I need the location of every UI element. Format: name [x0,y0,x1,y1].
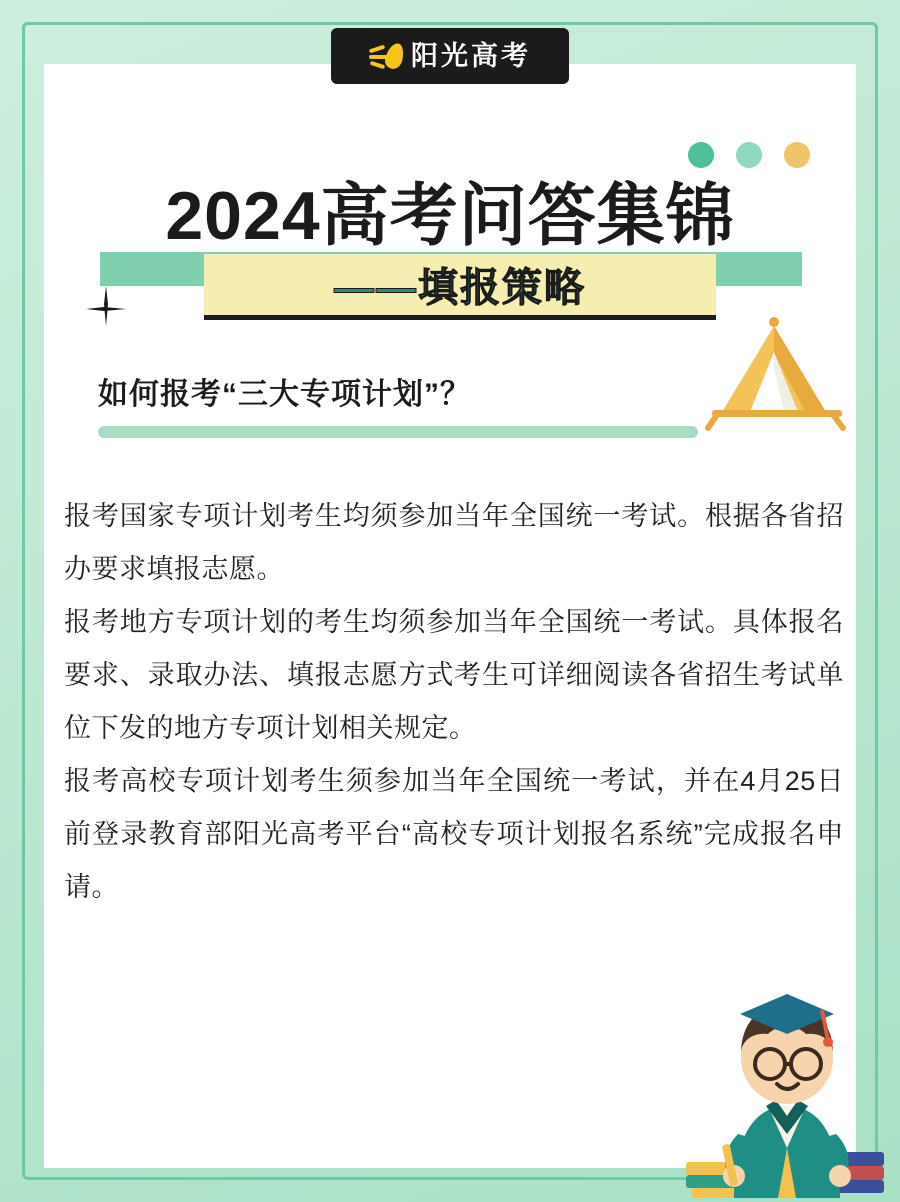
question-text: 如何报考“三大专项计划”？ [98,378,471,411]
question-underline [98,426,698,438]
sun-sprout-icon [369,41,403,71]
logo-text: 阳光高考 [411,40,531,71]
sparkle-icon [86,286,126,326]
answer-paragraph: 报考高校专项计划考生须参加当年全国统一考试，并在4月25日前登录教育部阳光高考平台“高校专项计划报名系统”完成报名申请。 [64,766,844,902]
tent-icon [702,312,852,432]
site-logo [331,28,569,84]
dot-amber-icon [784,142,810,168]
subtitle-text: ——填报策略 [334,266,586,310]
graduate-boy-icon [682,948,892,1198]
dot-mint-icon [736,142,762,168]
answer-paragraph: 报考国家专项计划考生均须参加当年全国统一考试。根据各省招办要求填报志愿。 [64,501,844,584]
subtitle-banner [204,254,716,320]
dot-green-icon [688,142,714,168]
decorative-dots [688,142,810,168]
title-main-text: 2024高考问答集锦 [165,178,735,254]
answer-paragraph: 报考地方专项计划的考生均须参加当年全国统一考试。具体报名要求、录取办法、填报志愿方式考生可详细阅读各省招生考试单位下发的地方专项计划相关规定。 [64,607,844,743]
answer-body [64,490,844,914]
